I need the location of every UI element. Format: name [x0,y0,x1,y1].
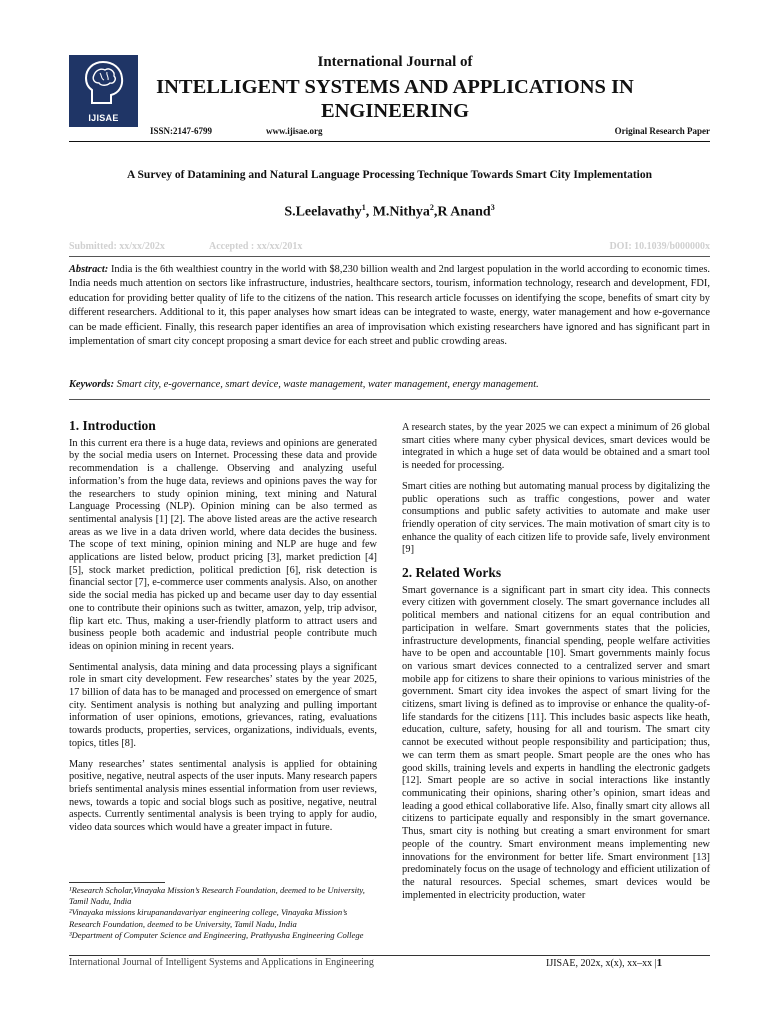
body-paragraph: A research states, by the year 2025 we can expect a minimum of 26 global smart cities where many cyber physical devices, smart devices would be integrated in which a huge set of data would be obtained and a smart tool is needed for processing. [402,422,710,472]
page-number: 1 [656,957,663,969]
section-heading-related-works: 2. Related Works [402,565,502,581]
right-column [402,422,710,910]
abstract-label: Abstract: [69,264,109,275]
paper-type-label: Original Research Paper [614,126,710,136]
section-heading-introduction: 1. Introduction [69,418,156,433]
header-rule [69,141,710,142]
keywords [69,379,710,390]
author-affiliation-mark: 2 [429,203,434,212]
body-paragraph: In this current era there is a huge data, reviews and opinions are generated by the social media users on Internet. Processing these data and provide recommendation is a challenge. Observing and analyzing useful information’s from the huge data, reviews and opinions paves the way for the researchers to study opinion mining, text mining and Natural Language Processing (NLP). Opinion mining can be also termed as sentimental analysis [1] [2]. The above listed areas are the active research areas as we live in a data driven world, where data decides the business. The scope of text mining, opinion mining and NLP are huge and few applications are listed below, product pricing [3], market prediction [4] [5], stock market prediction, political prediction [6], risk detection is financial sector [7], e-commerce user comments analysis. Also, on another side the social media has picked up and became user day to day essential one to contribute their opinions such as twitter, amazon, yelp, trip advisor, flip kart etc. Thus, making a user-friendly platform to attract users and business people both academic and industrial people contribute much ideas on opinion mining in recent years. [69,437,377,652]
journal-logo [69,55,138,127]
submitted-date: Submitted: xx/xx/202x [69,241,165,252]
author-affiliation-mark: 3 [490,203,495,212]
left-column [69,420,377,843]
logo-text: IJISAE [88,113,119,123]
journal-website-link[interactable]: www.ijisae.org [266,126,323,136]
footer-citation-text: IJISAE, 202x, x(x), xx–xx | [546,958,657,969]
brain-head-icon [81,59,127,107]
paper-title: A Survey of Datamining and Natural Language Processing Technique Towards Smart City Implementation [126,169,652,181]
issn: ISSN:2147-6799 [150,126,213,136]
journal-name: INTELLIGENT SYSTEMS AND APPLICATIONS IN ENGINEERING [156,76,634,122]
footer-journal-name: International Journal of Intelligent Systems and Applications in Engineering [69,957,374,968]
footnotes [69,885,369,941]
footnote: ³Department of Computer Science and Engineering, Prathyusha Engineering College [69,929,364,940]
footnote-rule [69,882,165,883]
accepted-date: Accepted : xx/xx/201x [209,241,303,252]
author-list: S.Leelavathy$^1$, M.Nithya$^2$,R Anand$^3$ [284,203,495,220]
footer-citation [546,957,662,969]
abstract-rule [69,256,710,257]
footnote: ²Vinayaka missions kirupanandavariyar engineering college, Vinayaka Mission’s Research Foundation, deemed to be University, Tamil Nadu, India [69,907,348,929]
body-paragraph: Smart governance is a significant part in smart city idea. This connects every citizen with government closely. The smart governance includes all political members and national citizens for an equal contribution and participation in welfare. Smart governments states that the policies, infrastructure developments, financial spending, people welfare activities have to be open and accountable [10]. Smart governments mainly focus on various smart devices connected to a centralized server and smart mobile app for citizens to share their opinions to various ministries of the government. Smart city idea invokes the aspect of smart living for the citizens, smart living is defined as to improvise or enhance the quality-of-life standards for the citizens [11]. This includes basic aspects like heath, education, culture, safety, housing for all and tourism. The smart city cannot be executed without people responsibility and participation; thus, we can term them as smart people. Smart people are the ones who has good skills, training levels and experts in handling the electronic gadgets [12]. Smart people are so active in social interactions like instantly communicating their opinions, sharing other’s opinion, smart ideas and leading a good ethical collaborative life. Also, finally smart city allows all citizens to participate equally and responsibly in the smart governance. Thus, smart city is nothing but creating a smart environment for smart people of the country. Smart environment means implementing new innovations for the environment for better life. Smart environment [13] predominately focus on the usage of technology and efficient utilization of the natural resources. Special schemes, smart devices would be implemented in electricity production, water [402,584,710,901]
author-name: R Anand [437,204,491,220]
author-affiliation-mark: 1 [361,203,366,212]
body-paragraph: Smart cities are nothing but automating manual process by digitalizing the public operations such as traffic congestions, power and water consumptions and public safety activities to automate and make user friendly operation of city services. The main motivation of smart city is to enhance the quality of each citizen life to provide safe, lively environment [9] [402,480,710,556]
keywords-text: Smart city, e-governance, smart device, waste management, water management, energy management. [116,379,539,390]
abstract-text: India is the 6th wealthiest country in the world with $8,230 billion wealth and 2nd largest population in the world according to economic times. India needs much attention on sectors like infrastructure, industries, healthcare sectors, tourism, information technology, research and development, FDI, education for providing better quality of life to the citizens of the nation. This research article focusses on identifying the scope, benefits of smart city by different researchers. Additional to it, this paper analyses how smart ideas can be integrated to waste, energy, water management and how e-governance can be made efficient. Finally, this research paper identifies an area of improvisation which existing researchers have ignored and has significant part in implementation of smart city concept proposing a smart device for each street and public crowding areas. [69,264,710,348]
body-paragraph: Sentimental analysis, data mining and data processing plays a significant role in smart city development. Few researches’ states by the year 2025, 17 billion of data has to be managed and processed on emergence of smart city. Sentiment analysis is nothing but analyzing and pulling important information of user opinions, emotions, grievances, rating, evaluations towards products, properties, services, organizations, individuals, events, topics, titles [8]. [69,661,377,749]
footnote: ¹Research Scholar,Vinayaka Mission’s Research Foundation, deemed to be University, Tamil Nadu, India [69,885,365,907]
keywords-label: Keywords: [69,379,115,390]
doi: DOI: 10.1039/b000000x [609,241,710,252]
author-name: S.Leelavathy [284,204,362,220]
journal-of-line: International Journal of [317,54,473,70]
footer-rule [69,955,710,956]
abstract [69,263,710,349]
author-name: M.Nithya [372,204,430,220]
body-paragraph: Many researches’ states sentimental analysis is applied for obtaining positive, negative, neutral aspects of the user inputs. Many research papers briefs sentimental analysis mines essential information from user reviews, news, towards a topic and social blogs such as positive, negative, neutral aspects. Currently sentimental analysis is been trying to apply for audio, video data sources which would have a greater impact in future. [69,758,377,834]
keywords-rule [69,399,710,400]
